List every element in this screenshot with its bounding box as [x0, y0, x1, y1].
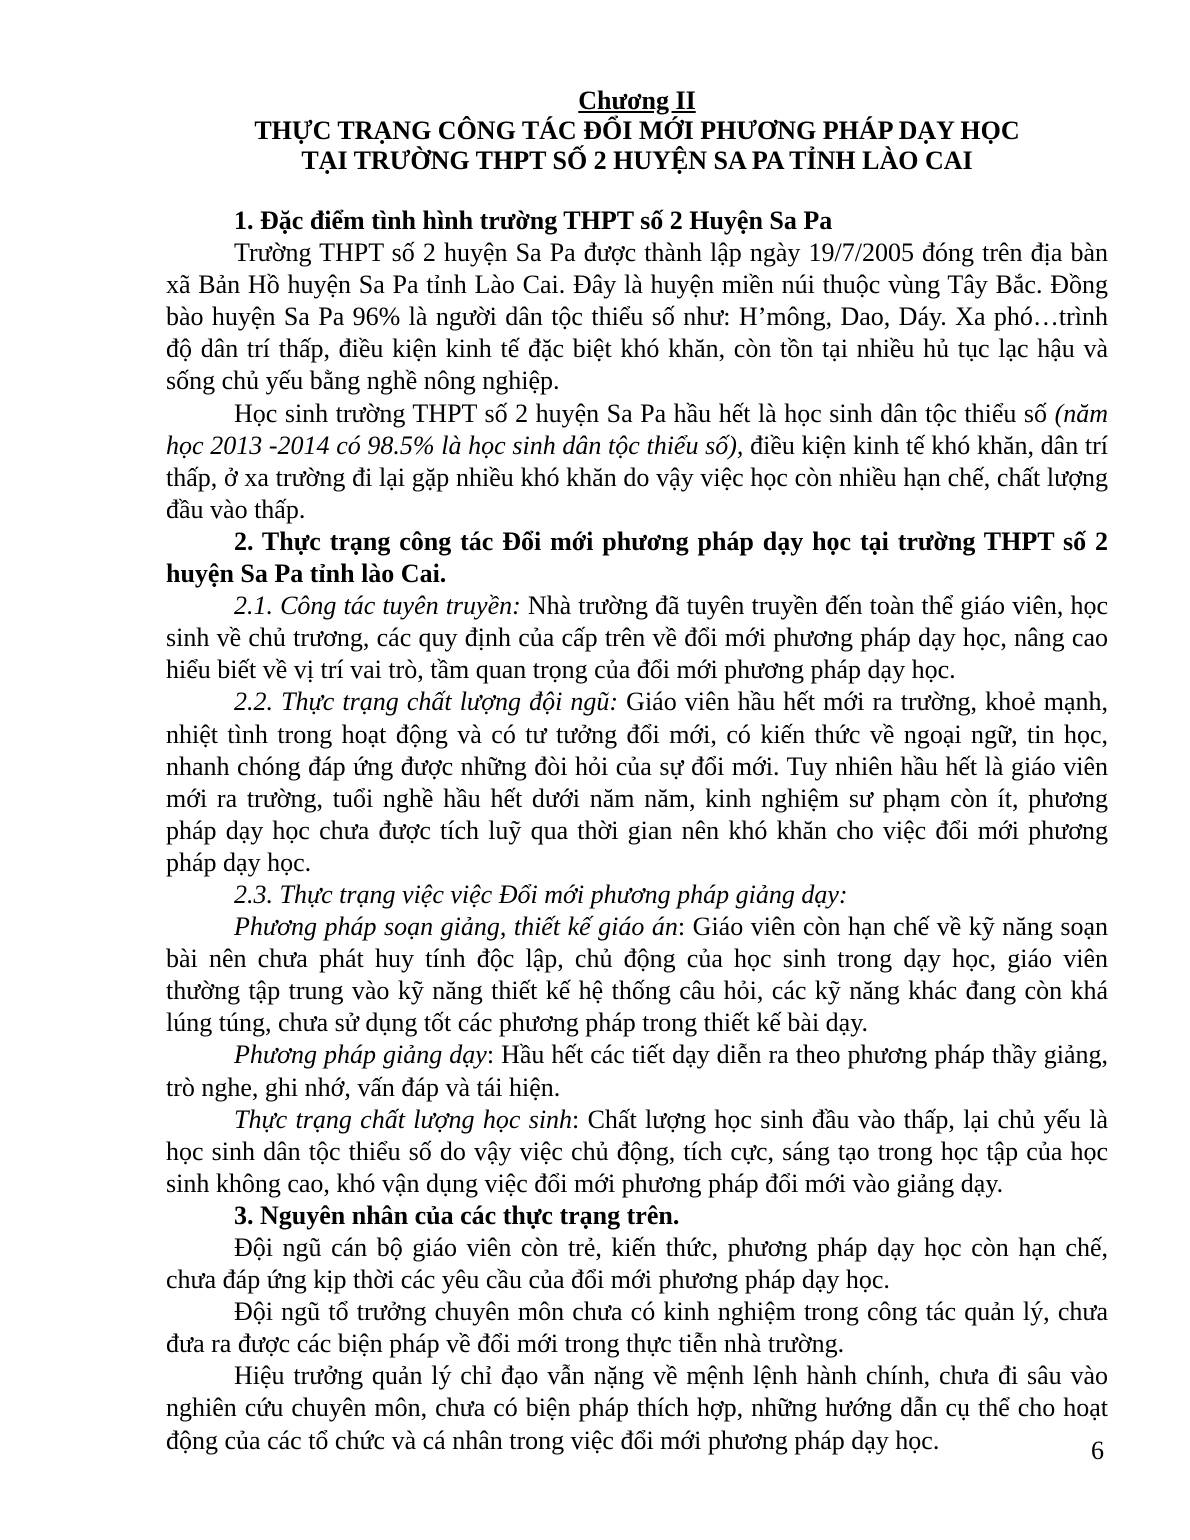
chapter-title-line-2: TẠI TRƯỜNG THPT SỐ 2 HUYỆN SA PA TỈNH LÀO CAI [301, 146, 973, 175]
section-2-3-a-paragraph [166, 911, 1108, 1039]
section-3-paragraph-3: Hiệu trưởng quản lý chỉ đạo vẫn nặng về mệnh lệnh hành chính, chưa đi sâu vào nghiên cứu chuyên môn, chưa có biện pháp thích hợp, những hướng dẫn cụ thể cho hoạt động của các tổ chức và cá nhân trong việc đổi mới phương pháp dạy học. [166, 1361, 1108, 1455]
section-2-3-heading [166, 879, 1108, 911]
item-label: Thực trạng chất lượng học sinh [234, 1104, 573, 1134]
spacer [166, 176, 1108, 205]
section-2-heading: 2. Thực trạng công tác Đổi mới phương pháp dạy học tại trường THPT số 2 huyện Sa Pa tỉnh lào Cai. [166, 526, 1108, 589]
section-3-heading: 3. Nguyên nhân của các thực trạng trên. [234, 1200, 680, 1230]
section-2-2-paragraph [166, 686, 1108, 879]
section-1-heading: 1. Đặc điểm tình hình trường THPT số 2 Huyện Sa Pa [234, 206, 833, 235]
section-2-3-c-paragraph [166, 1104, 1108, 1200]
subsection-label: 2.1. Công tác tuyên truyền: [234, 591, 521, 621]
section-3-paragraph-2: Đội ngũ tổ trưởng chuyên môn chưa có kinh nghiệm trong công tác quản lý, chưa đưa ra được các biện pháp về đổi mới trong thực tiễn nhà trường. [166, 1297, 1108, 1359]
item-label: Phương pháp giảng dạy [234, 1040, 487, 1070]
section-1-paragraph-1: Trường THPT số 2 huyện Sa Pa được thành lập ngày 19/7/2005 đóng trên địa bàn xã Bản Hồ huyện Sa Pa tỉnh Lào Cai. Đây là huyện miền núi thuộc vùng Tây Bắc. Đồng bào huyện Sa Pa 96% là người dân tộc thiểu số như: H’mông, Dao, Dáy. Xa phó…trình độ dân trí thấp, điều kiện kinh tế đặc biệt khó khăn, còn tồn tại nhiều hủ tục lạc hậu và sống chủ yếu bằng nghề nông nghiệp. [166, 238, 1108, 396]
section-2-3-b-paragraph [166, 1039, 1108, 1103]
text: : Hầu hết các tiết dạy diễn ra theo phương pháp thầy giảng, trò nghe, ghi nhớ, vấn đáp và tái hiện. [166, 1040, 1109, 1102]
text: : Giáo viên còn hạn chế về kỹ năng soạn bài nên chưa phát huy tính độc lập, chủ động của học sinh trong dạy học, giáo viên thường tập trung vào kỹ năng thiết kế hệ thống câu hỏi, các kỹ năng khác đang còn khá lúng túng, chưa sử dụng tốt các phương pháp trong thiết kế bài dạy. [166, 912, 1108, 1038]
page-number: 6 [1091, 1436, 1104, 1465]
text: Nhà trường đã tuyên truyền đến toàn thể giáo viên, học sinh về chủ trương, các quy định của cấp trên về đổi mới phương pháp dạy học, nâng cao hiểu biết về vị trí vai trò, tầm quan trọng của đổi mới phương pháp dạy học. [166, 591, 1108, 685]
text: Giáo viên hầu hết mới ra trường, khoẻ mạnh, nhiệt tình trong hoạt động và có tư tưởng đổi mới, có kiến thức về ngoại ngữ, tin học, nhanh chóng đáp ứng được những đòi hỏi của sự đổi mới. Tuy nhiên hầu hết là giáo viên mới ra trường, tuổi nghề hầu hết dưới năm năm, kinh nghiệm sư phạm còn ít, phương pháp dạy học chưa được tích luỹ qua thời gian nên khó khăn cho việc đổi mới phương pháp dạy học. [166, 687, 1109, 877]
chapter-title-line-1: THỰC TRẠNG CÔNG TÁC ĐỔI MỚI PHƯƠNG PHÁP DẠY HỌC [254, 116, 1020, 145]
section-2-1-paragraph [166, 590, 1108, 686]
chapter-heading: Chương II [578, 86, 696, 115]
text: Học sinh trường THPT số 2 huyện Sa Pa hầu hết là học sinh dân tộc thiểu số [234, 398, 1055, 428]
subsection-label: 2.3. Thực trạng việc việc Đổi mới phương pháp giảng dạy: [234, 879, 848, 909]
text: : Chất lượng học sinh đầu vào thấp, lại chủ yếu là học sinh dân tộc thiểu số do vậy việc chủ động, tích cực, sáng tạo trong học tập của học sinh không cao, khó vận dụng việc đổi mới phương pháp đổi mới vào giảng dạy. [166, 1104, 1108, 1198]
italic-note: (năm học 2013 -2014 có 98.5% là học sinh dân tộc thiểu số), [166, 398, 1108, 460]
subsection-label: 2.2. Thực trạng chất lượng đội ngũ: [234, 687, 619, 717]
text: điều kiện kinh tế khó khăn, dân trí thấp, ở xa trường đi lại gặp nhiều khó khăn do vậy việc học còn nhiều hạn chế, chất lượng đầu vào thấp. [166, 430, 1108, 524]
item-label: Phương pháp soạn giảng, thiết kế giáo án [234, 912, 678, 942]
document-page [166, 86, 1108, 1457]
section-3-paragraph-1: Đội ngũ cán bộ giáo viên còn trẻ, kiến thức, phương pháp dạy học còn hạn chế, chưa đáp ứng kịp thời các yêu cầu của đổi mới phương pháp dạy học. [166, 1233, 1108, 1295]
section-1-paragraph-2 [166, 398, 1108, 526]
